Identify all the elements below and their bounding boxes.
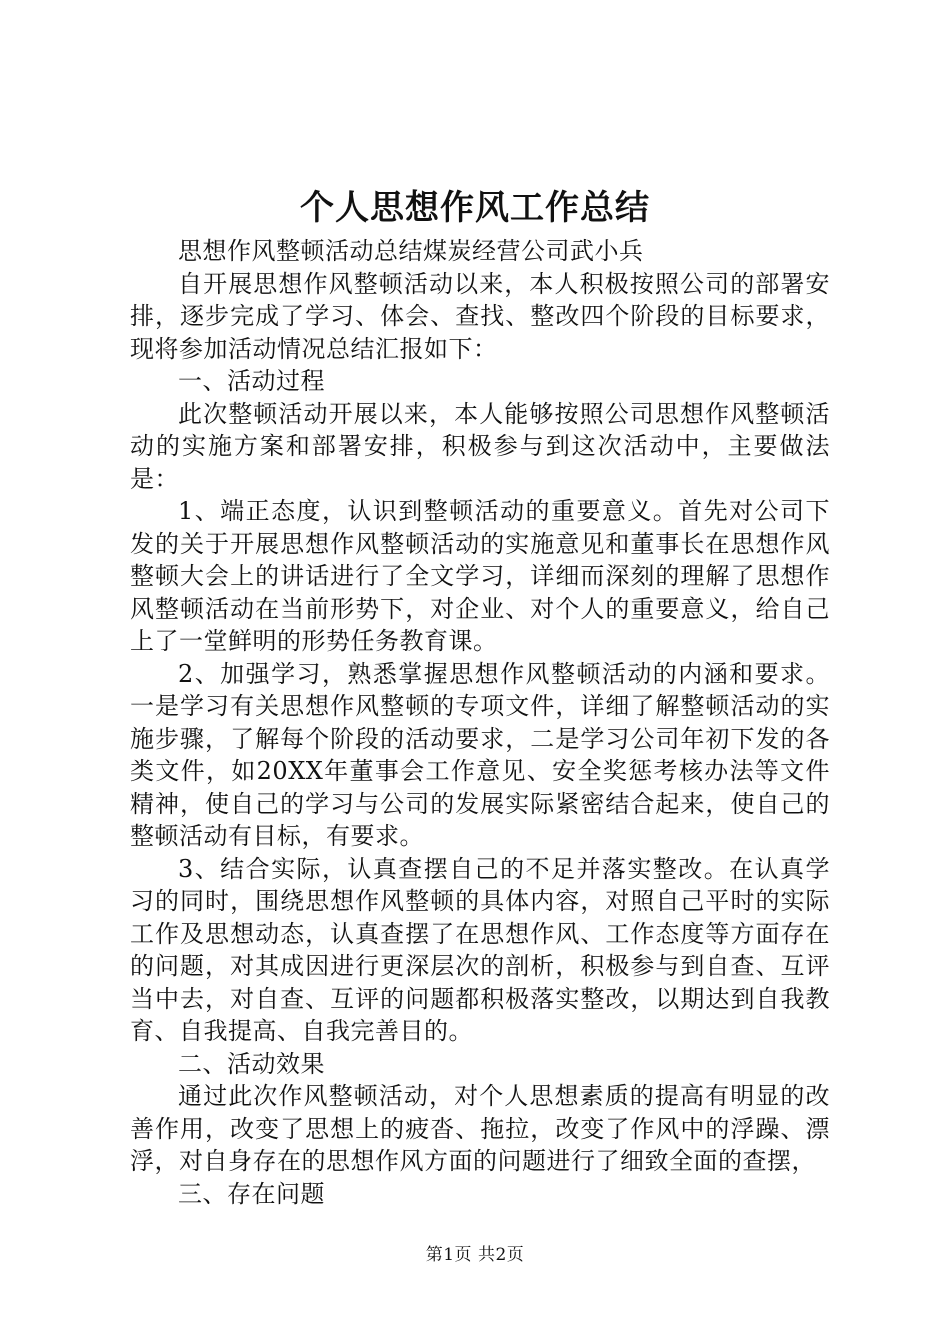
section-heading-problems: 三、存在问题: [178, 1179, 325, 1208]
document-body: [130, 235, 830, 1210]
section-heading-effect: 二、活动效果: [178, 1049, 325, 1078]
process-paragraph: 此次整顿活动开展以来，本人能够按照公司思想作风整顿活动的实施方案和部署安排，积极参与到这次活动中，主要做法是：: [130, 399, 830, 493]
page-footer: 第1页 共2页: [425, 1245, 525, 1265]
section-heading-process: 一、活动过程: [178, 367, 325, 395]
document-title: 个人思想作风工作总结: [300, 188, 650, 228]
intro-paragraph: 自开展思想作风整顿活动以来，本人积极按照公司的部署安排，逐步完成了学习、体会、查找、整改四个阶段的目标要求，现将参加活动情况总结汇报如下：: [130, 269, 830, 363]
item-3-paragraph: 3、结合实际，认真查摆自己的不足并落实整改。在认真学习的同时，围绕思想作风整顿的具体内容，对照自己平时的实际工作及思想动态，认真查摆了在思想作风、工作态度等方面存在的问题，对其成因进行更深层次的剖析，积极参与到自查、互评当中去，对自查、互评的问题都积极落实整改，以期达到自我教育、自我提高、自我完善目的。: [130, 854, 830, 1045]
item-1-paragraph: 1、端正态度，认识到整顿活动的重要意义。首先对公司下发的关于开展思想作风整顿活动的实施意见和董事长在思想作风整顿大会上的讲话进行了全文学习，详细而深刻的理解了思想作风整顿活动在当前形势下，对企业、对个人的重要意义，给自己上了一堂鲜明的形势任务教育课。: [130, 497, 830, 655]
effect-paragraph: 通过此次作风整顿活动，对个人思想素质的提高有明显的改善作用，改变了思想上的疲沓、拖拉，改变了作风中的浮躁、漂浮，对自身存在的思想作风方面的问题进行了细致全面的查摆，: [130, 1082, 830, 1175]
byline-paragraph: 思想作风整顿活动总结煤炭经营公司武小兵: [178, 237, 644, 265]
item-2-paragraph: 2、加强学习，熟悉掌握思想作风整顿活动的内涵和要求。一是学习有关思想作风整顿的专项文件，详细了解整顿活动的实施步骤，了解每个阶段的活动要求，二是学习公司年初下发的各类文件，如20XX年董事会工作意见、安全奖惩考核办法等文件精神，使自己的学习与公司的发展实际紧密结合起来，使自己的整顿活动有目标，有要求。: [130, 659, 830, 850]
